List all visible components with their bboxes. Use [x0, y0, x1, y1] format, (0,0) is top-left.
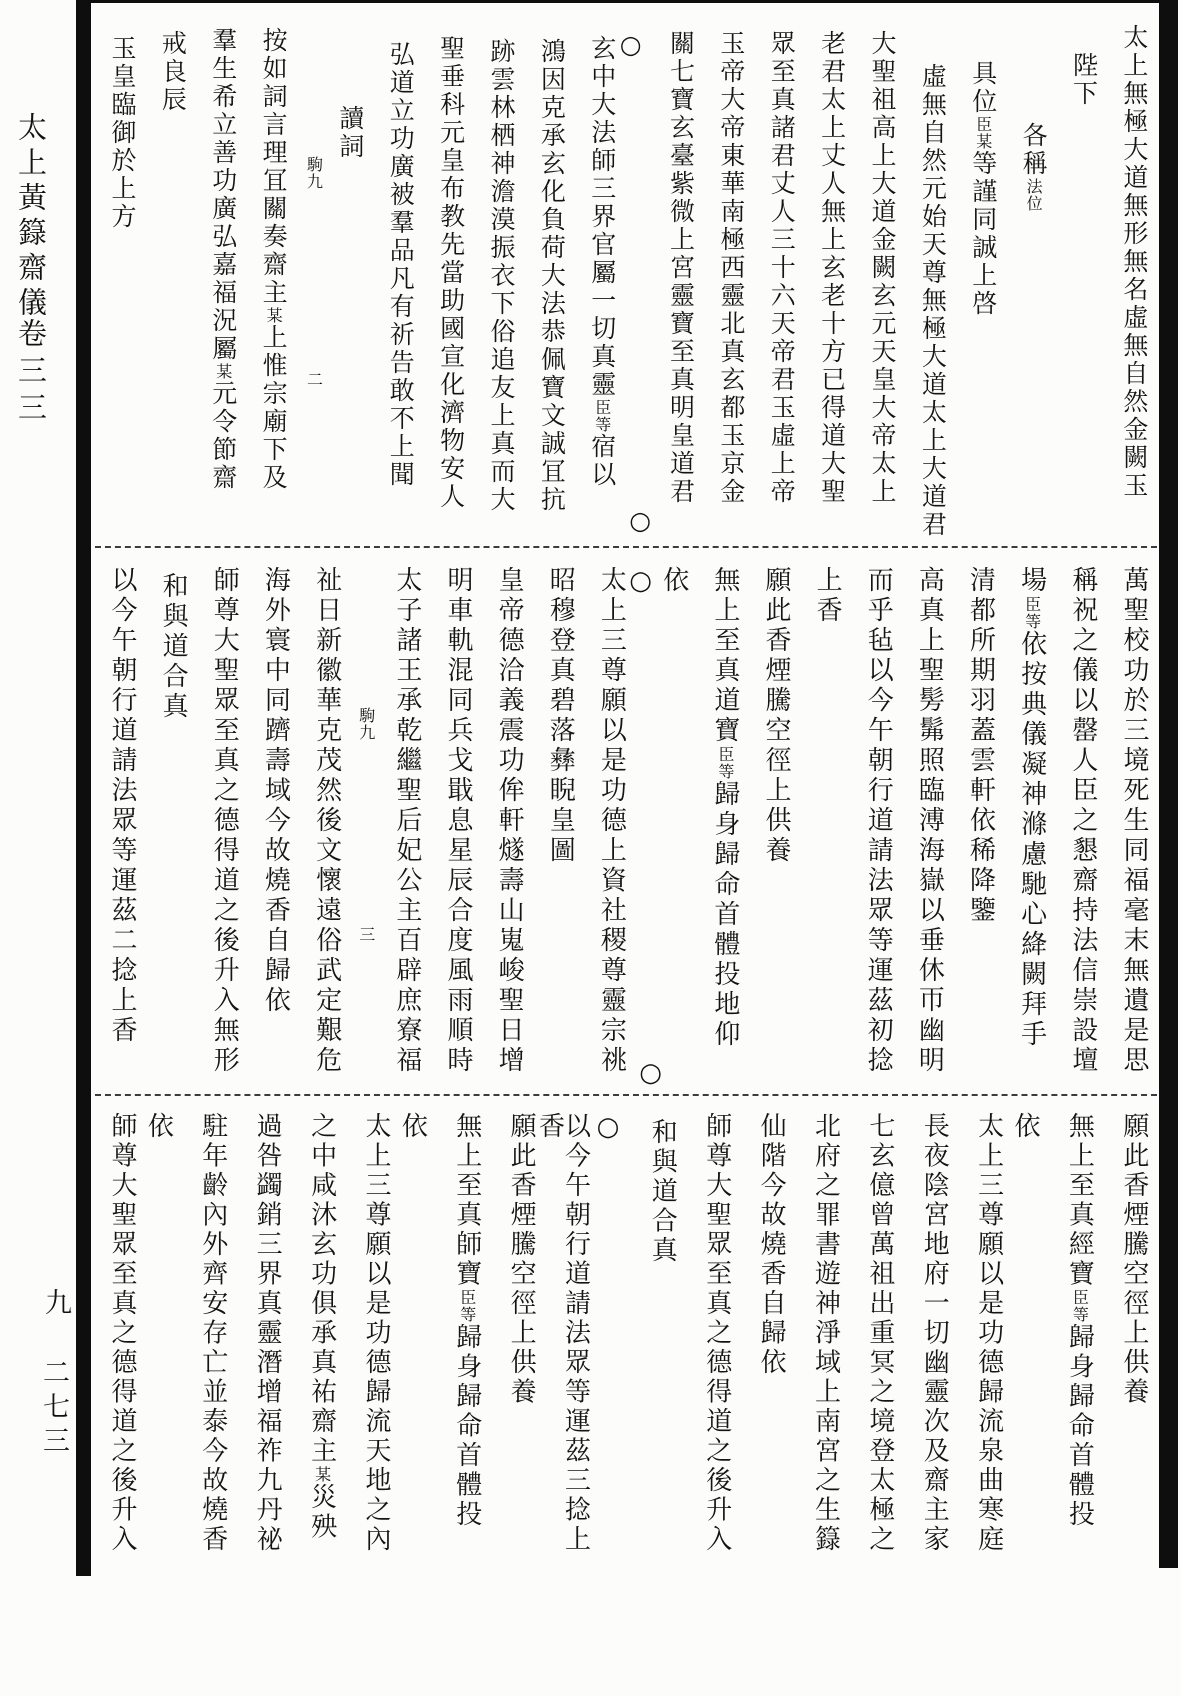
text-column [442, 1112, 490, 1564]
text-column [1007, 566, 1055, 1090]
column-text: 具位 [968, 60, 998, 116]
text-column [248, 24, 296, 542]
text-column [198, 24, 246, 542]
text-column [616, 24, 655, 542]
margin-mark: 二 [304, 371, 324, 388]
text-column [855, 1112, 903, 1564]
text-column [692, 1112, 740, 1564]
column-text: 某 [213, 363, 233, 380]
column-text: 玉帝大帝東華南極西靈北真玄都玉京金 [716, 30, 746, 506]
text-column [199, 566, 247, 1090]
text-column [143, 1112, 181, 1564]
text-column [700, 566, 748, 1090]
column-text: 大聖祖高上大道金闕玄元天皇大帝太上 [868, 30, 897, 506]
leaf-number: 九 [40, 1288, 71, 1315]
register-top [97, 24, 1157, 542]
text-column [97, 1112, 145, 1564]
text-column [297, 1112, 345, 1564]
column-text: 依 [143, 1112, 174, 1142]
text-column [853, 566, 901, 1090]
column-text: 海外寰中同躋壽域今故燒香自歸依 [260, 566, 291, 1016]
text-column [426, 24, 474, 542]
text-column [147, 24, 195, 542]
column-text: 臣等 [1070, 1289, 1090, 1323]
column-text: 明車軌混同兵戈戢息星辰合度風雨順時 [442, 566, 473, 1076]
text-column [800, 1112, 848, 1564]
column-text: 太子諸王承乾繼聖后妃公主百辟庶寮福 [391, 566, 422, 1076]
text-column [1059, 24, 1107, 542]
column-text: 臣等 [715, 746, 735, 780]
column-text: 臣等 [457, 1289, 477, 1323]
text-column [907, 24, 955, 542]
column-text: 宿以 [587, 433, 617, 489]
column-text: 以今午朝行道請法眾等運茲二捻上香 [107, 566, 137, 1046]
column-text: 歸身歸命首體投 [1064, 1323, 1095, 1530]
text-column [958, 24, 1006, 542]
page-border-right [1159, 0, 1178, 1568]
column-text: 和與道合真 [647, 1118, 678, 1266]
column-text: 虛無自然元始天尊無極大道太上大道君 [918, 63, 948, 539]
column-text: 聖垂科元皇布教先當助國宣化濟物安人 [436, 35, 466, 511]
text-column [1010, 1112, 1048, 1564]
column-text: 陛下 [1069, 52, 1099, 108]
column-text: 過咎蠲銷三界真靈潛增福祚九丹祕 [252, 1112, 283, 1555]
column-text: 臣等 [1022, 596, 1042, 630]
text-column [375, 24, 423, 542]
column-text: 仙階今故燒香自歸依 [756, 1112, 787, 1378]
text-column [331, 24, 373, 542]
column-text: 願此香煙騰空徑上供養 [760, 566, 791, 866]
column-text: 清都所期羽蓋雲軒依稀降鑒 [965, 566, 996, 926]
text-column [857, 24, 905, 542]
column-text: 師尊大聖眾至真之德得道之後升入 [701, 1112, 732, 1555]
text-column [706, 24, 754, 542]
text-column [526, 24, 574, 542]
text-column [397, 1112, 435, 1564]
text-column [97, 24, 145, 542]
text-column [656, 24, 704, 542]
column-text: 無上至真經寶 [1064, 1112, 1095, 1289]
text-column [1054, 1112, 1102, 1564]
column-text: 師尊大聖眾至真之德得道之後升入無形 [209, 566, 240, 1076]
column-text: 昭穆登真碧落彝睨皇圖 [545, 566, 576, 866]
column-text: 上香 [812, 566, 843, 626]
column-text: 稱祝之儀以罄人臣之懇齋持法信崇設壇 [1067, 566, 1098, 1076]
register-divider [95, 546, 1157, 548]
column-text: 之中咸沐玄功俱承真祐齋主 [306, 1112, 337, 1466]
column-text: 和與道合真 [158, 572, 189, 722]
column-text: 太上三尊願以是功德歸流泉曲寒庭 [973, 1112, 1004, 1555]
margin-mark: 三 [356, 926, 376, 943]
text-column [802, 566, 850, 1090]
column-text: 七玄億曾萬祖出重冥之境登太極之 [864, 1112, 895, 1555]
column-text: 依 [1010, 1112, 1041, 1142]
column-text: ○ [616, 30, 646, 62]
margin-mark: 駒九 [356, 707, 376, 741]
text-column [1058, 566, 1106, 1090]
text-column [807, 24, 855, 542]
column-text: 萬聖校功於三境死生同福毫末無遺是思 [1118, 566, 1149, 1076]
column-text: 歸身歸命首體投 [451, 1323, 482, 1530]
column-text: 以今午朝行道請法眾等運茲三捻上香 [534, 1112, 591, 1555]
column-text: 願此香煙騰空徑上供養 [1118, 1112, 1149, 1407]
column-text: 按如詞言理冝關奏齋主 [259, 27, 289, 307]
book-title-vertical: 太上黃籙齋儀 [14, 112, 48, 322]
column-text: 玉皇臨御於上方 [108, 35, 137, 231]
column-text: 等謹同誠上啓 [968, 150, 998, 318]
column-text: 無上至真道寶 [709, 566, 740, 746]
margin-mark: 駒九 [304, 156, 324, 190]
text-column [751, 566, 799, 1090]
column-text: 依 [397, 1112, 428, 1142]
column-text: 跡雲林栖神澹漠振衣下俗追友上真而大 [487, 38, 516, 514]
column-text: 高真上聖髣髴照臨溥海嶽以垂休帀幽明 [914, 566, 945, 1076]
column-text: 鴻因克承玄化負荷大法恭佩寶文誠冝抗 [537, 38, 567, 514]
column-text: 師尊大聖眾至真之德得道之後升入 [107, 1112, 137, 1555]
column-text: 願此香煙騰空徑上供養 [506, 1112, 537, 1407]
column-text: 而乎毡以今午朝行道請法眾等運茲初捻 [863, 566, 894, 1076]
column-text: 災殃 [306, 1483, 337, 1542]
column-text: ○ [592, 1112, 623, 1146]
column-text: 上惟宗廟下及 [259, 324, 289, 492]
column-text: 無上至真師寶 [451, 1112, 482, 1289]
column-text: 依 [658, 566, 689, 596]
column-text: 戒良辰 [158, 30, 188, 114]
column-text: 駐年齡內外齊安存亡並泰今故燒香 [197, 1112, 228, 1555]
column-text: 臣某 [973, 116, 993, 150]
text-column [353, 566, 379, 1090]
text-column [1109, 24, 1157, 542]
text-column [746, 1112, 794, 1564]
column-text: 弘道立功廣被羣品凡有祈告敢不上聞 [386, 41, 416, 489]
text-column [250, 566, 298, 1090]
column-text: 羣生希立善功廣弘嘉福況屬 [208, 27, 238, 363]
text-column [496, 1112, 544, 1564]
page-number: 二七三 [38, 1358, 69, 1460]
text-column [909, 1112, 957, 1564]
column-text: ○ [625, 566, 656, 600]
page-border-top [91, 0, 1161, 3]
text-column [956, 566, 1004, 1090]
margin-mark: ○ [625, 506, 655, 538]
text-column [302, 566, 350, 1090]
column-text: 北府之罪書遊神淨域上南宮之生籙 [810, 1112, 841, 1555]
column-text: 法位 [1024, 178, 1044, 212]
column-text: 關七寶玄臺紫微上宮靈寶至真明皇道君 [666, 30, 696, 506]
column-text: 各稱 [1019, 122, 1049, 178]
text-column [658, 566, 697, 1090]
column-text: 太上三尊願以是功德歸流天地之內 [360, 1112, 391, 1555]
text-column [484, 566, 532, 1090]
text-column [637, 1112, 685, 1564]
text-column [242, 1112, 290, 1564]
volume-label: 卷三三 [14, 318, 48, 429]
text-column [964, 1112, 1012, 1564]
column-text: 祉日新徽華克茂然後文懷遠俗武定艱危 [311, 566, 342, 1076]
text-column [433, 566, 481, 1090]
page-border-left [76, 0, 91, 1576]
text-column [1008, 24, 1056, 542]
column-text: 歸身歸命首體投地仰 [709, 780, 740, 1050]
text-column [299, 24, 329, 542]
text-column [534, 1112, 599, 1564]
column-text: 臣等 [592, 399, 612, 433]
column-text: 某 [312, 1466, 332, 1483]
text-column [97, 566, 145, 1090]
column-text: 太上無極大道無形無名虛無自然金闕玉 [1119, 24, 1149, 500]
register-middle [97, 566, 1157, 1090]
text-column [1109, 1112, 1157, 1564]
column-text: 某 [264, 307, 284, 324]
column-text: 場 [1016, 566, 1047, 596]
text-column [756, 24, 804, 542]
text-column [351, 1112, 399, 1564]
column-text: 元令節齋 [208, 380, 238, 492]
text-column [148, 566, 196, 1090]
column-text: 玄中大法師三界官屬一切真靈 [587, 35, 617, 399]
register-divider [95, 1094, 1157, 1096]
text-column [586, 566, 634, 1090]
column-text: 依按典儀凝神滌慮馳心絳闕拜手 [1016, 630, 1047, 1050]
text-column [1109, 566, 1157, 1090]
column-text: 老君太上丈人無上玄老十方已得道大聖 [817, 30, 847, 506]
margin-mark: ○ [635, 1058, 666, 1092]
text-column [625, 566, 666, 1092]
text-column [188, 1112, 236, 1564]
column-text: 太上三尊願以是功德上資社稷尊靈宗祧 [596, 566, 627, 1076]
register-bottom [97, 1112, 1157, 1564]
text-column [577, 24, 625, 542]
column-text: 皇帝德洽義震功侔軒燧壽山嵬峻聖日增 [494, 566, 525, 1076]
text-column [592, 1112, 631, 1564]
text-column [904, 566, 952, 1090]
text-column [535, 566, 583, 1090]
text-column [476, 24, 524, 542]
column-text: 長夜陰宮地府一切幽靈次及齋主家 [919, 1112, 950, 1555]
text-column [382, 566, 430, 1090]
column-text: 眾至真諸君丈人三十六天帝君玉虛上帝 [767, 30, 797, 506]
column-text: 讀詞 [335, 105, 365, 161]
